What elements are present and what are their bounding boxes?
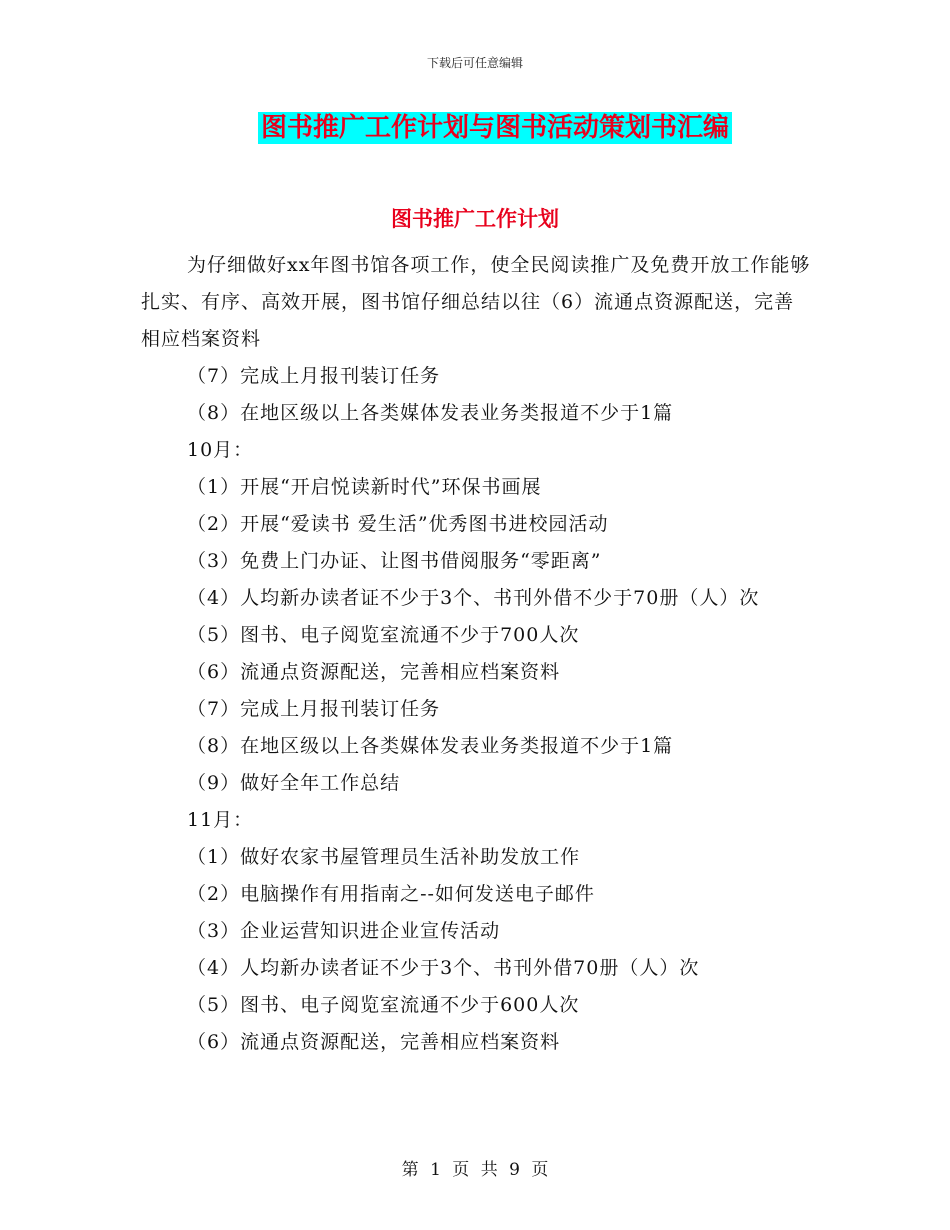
list-item: （4）人均新办读者证不少于3个、书刊外借70册（人）次 — [187, 957, 700, 979]
document-title: 图书推广工作计划与图书活动策划书汇编 — [258, 112, 732, 144]
list-item: （6）流通点资源配送，完善相应档案资料 — [187, 1031, 561, 1053]
list-item: （3）企业运营知识进企业宣传活动 — [187, 920, 501, 942]
list-item: （1）开展“开启悦读新时代”环保书画展 — [187, 476, 542, 498]
list-item: （7）完成上月报刊装订任务 — [187, 698, 441, 720]
month-heading: 11月： — [187, 809, 254, 831]
list-item: （4）人均新办读者证不少于3个、书刊外借不少于70册（人）次 — [187, 587, 760, 609]
section-title: 图书推广工作计划 — [391, 206, 559, 231]
list-item: （8）在地区级以上各类媒体发表业务类报道不少于1篇 — [187, 402, 674, 424]
intro-paragraph: 为仔细做好xx年图书馆各项工作，使全民阅读推广及免费开放工作能够扎实、有序、高效开展，图书馆仔细总结以往（6）流通点资源配送，完善相应档案资料 — [141, 254, 811, 350]
list-item: （7）完成上月报刊装订任务 — [187, 365, 441, 387]
list-item: （2）开展“爱读书 爱生活”优秀图书进校园活动 — [187, 513, 609, 535]
list-item: （6）流通点资源配送，完善相应档案资料 — [187, 661, 561, 683]
month-heading: 10月： — [187, 439, 254, 461]
list-item: （3）免费上门办证、让图书借阅服务“零距离” — [187, 550, 602, 572]
list-item: （2）电脑操作有用指南之--如何发送电子邮件 — [187, 883, 595, 905]
page-header-note: 下载后可任意编辑 — [426, 56, 523, 70]
list-item: （1）做好农家书屋管理员生活补助发放工作 — [187, 846, 581, 868]
list-item: （5）图书、电子阅览室流通不少于700人次 — [187, 624, 580, 646]
document-body — [141, 247, 811, 1061]
list-item: （5）图书、电子阅览室流通不少于600人次 — [187, 994, 580, 1016]
list-item: （9）做好全年工作总结 — [187, 772, 401, 794]
page-number: 第 1 页 共 9 页 — [401, 1160, 549, 1180]
list-item: （8）在地区级以上各类媒体发表业务类报道不少于1篇 — [187, 735, 674, 757]
